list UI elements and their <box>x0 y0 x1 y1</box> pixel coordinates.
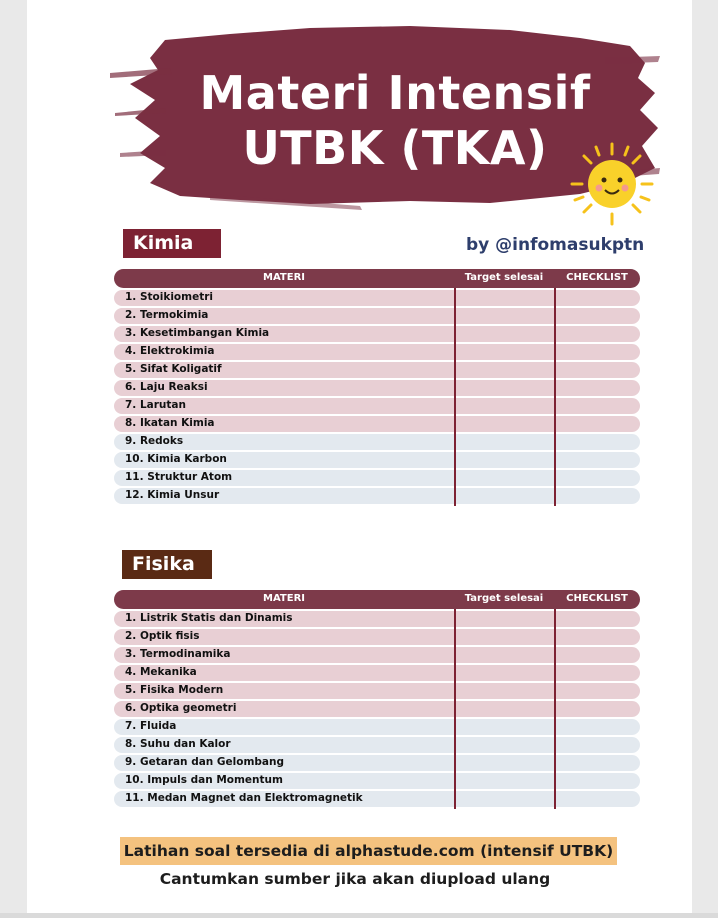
checklist-cell[interactable] <box>556 326 640 342</box>
checklist-cell[interactable] <box>556 629 640 645</box>
fisika-section-label: Fisika <box>122 550 212 579</box>
checklist-cell[interactable] <box>556 290 640 306</box>
checklist-cell[interactable] <box>556 308 640 324</box>
table-row <box>114 737 640 753</box>
byline: by @infomasukptn <box>466 235 645 255</box>
materi-cell: 7. Fluida <box>125 720 177 732</box>
target-cell[interactable] <box>456 755 552 771</box>
table-row <box>114 434 640 450</box>
materi-cell: 4. Elektrokimia <box>125 345 215 357</box>
column-divider <box>454 288 456 506</box>
checklist-cell[interactable] <box>556 398 640 414</box>
checklist-cell[interactable] <box>556 416 640 432</box>
kimia-table-header <box>114 269 640 288</box>
table-row <box>114 470 640 486</box>
materi-cell: 11. Struktur Atom <box>125 471 233 483</box>
materi-cell: 1. Listrik Statis dan Dinamis <box>125 612 293 624</box>
table-row <box>114 719 640 735</box>
table-row <box>114 326 640 342</box>
checklist-cell[interactable] <box>556 611 640 627</box>
column-header-materi: MATERI <box>263 593 305 604</box>
column-divider <box>554 609 556 809</box>
target-cell[interactable] <box>456 308 552 324</box>
checklist-cell[interactable] <box>556 791 640 807</box>
fisika-table <box>114 590 640 807</box>
table-row <box>114 665 640 681</box>
target-cell[interactable] <box>456 290 552 306</box>
column-divider <box>454 609 456 809</box>
target-cell[interactable] <box>456 719 552 735</box>
checklist-cell[interactable] <box>556 452 640 468</box>
column-header-materi: MATERI <box>263 272 305 283</box>
table-row <box>114 755 640 771</box>
target-cell[interactable] <box>456 683 552 699</box>
target-cell[interactable] <box>456 344 552 360</box>
table-row <box>114 773 640 789</box>
checklist-cell[interactable] <box>556 719 640 735</box>
table-row <box>114 398 640 414</box>
title-line-2: UTBK (TKA) <box>242 121 548 175</box>
target-cell[interactable] <box>456 380 552 396</box>
target-cell[interactable] <box>456 629 552 645</box>
target-cell[interactable] <box>456 470 552 486</box>
table-row <box>114 701 640 717</box>
materi-cell: 10. Kimia Karbon <box>125 453 227 465</box>
table-row <box>114 629 640 645</box>
materi-cell: 9. Getaran dan Gelombang <box>125 756 285 768</box>
target-cell[interactable] <box>456 665 552 681</box>
fisika-table-header <box>114 590 640 609</box>
materi-cell: 4. Mekanika <box>125 666 197 678</box>
checklist-cell[interactable] <box>556 737 640 753</box>
target-cell[interactable] <box>456 326 552 342</box>
checklist-cell[interactable] <box>556 683 640 699</box>
table-row <box>114 452 640 468</box>
page-bottom-edge <box>0 913 718 918</box>
target-cell[interactable] <box>456 737 552 753</box>
table-row <box>114 683 640 699</box>
target-cell[interactable] <box>456 362 552 378</box>
target-cell[interactable] <box>456 488 552 504</box>
target-cell[interactable] <box>456 773 552 789</box>
checklist-cell[interactable] <box>556 344 640 360</box>
materi-cell: 3. Termodinamika <box>125 648 231 660</box>
column-header-checklist: CHECKLIST <box>566 593 628 604</box>
kimia-section-label: Kimia <box>123 229 221 258</box>
materi-cell: 1. Stoikiometri <box>125 291 213 303</box>
column-header-target: Target selesai <box>464 272 544 283</box>
footer-highlight: Latihan soal tersedia di alphastude.com (intensif UTBK) <box>120 837 617 865</box>
smiling-sun-icon <box>568 140 656 228</box>
checklist-cell[interactable] <box>556 701 640 717</box>
table-row <box>114 791 640 807</box>
table-row <box>114 380 640 396</box>
column-header-target: Target selesai <box>464 593 544 604</box>
materi-cell: 8. Suhu dan Kalor <box>125 738 231 750</box>
materi-cell: 6. Laju Reaksi <box>125 381 208 393</box>
materi-cell: 5. Fisika Modern <box>125 684 224 696</box>
column-header-checklist: CHECKLIST <box>566 272 628 283</box>
checklist-cell[interactable] <box>556 773 640 789</box>
target-cell[interactable] <box>456 416 552 432</box>
target-cell[interactable] <box>456 398 552 414</box>
materi-cell: 8. Ikatan Kimia <box>125 417 215 429</box>
materi-cell: 12. Kimia Unsur <box>125 489 220 501</box>
checklist-cell[interactable] <box>556 665 640 681</box>
table-row <box>114 488 640 504</box>
checklist-cell[interactable] <box>556 380 640 396</box>
materi-cell: 6. Optika geometri <box>125 702 237 714</box>
materi-cell: 2. Termokimia <box>125 309 209 321</box>
checklist-cell[interactable] <box>556 647 640 663</box>
target-cell[interactable] <box>456 701 552 717</box>
target-cell[interactable] <box>456 434 552 450</box>
table-row <box>114 362 640 378</box>
materi-cell: 2. Optik fisis <box>125 630 200 642</box>
footer-note: Cantumkan sumber jika akan diupload ulang <box>159 870 551 888</box>
table-row <box>114 290 640 306</box>
materi-cell: 5. Sifat Koligatif <box>125 363 222 375</box>
materi-cell: 10. Impuls dan Momentum <box>125 774 283 786</box>
column-divider <box>554 288 556 506</box>
materi-cell: 3. Kesetimbangan Kimia <box>125 327 270 339</box>
table-row <box>114 611 640 627</box>
table-row <box>114 647 640 663</box>
checklist-cell[interactable] <box>556 434 640 450</box>
target-cell[interactable] <box>456 611 552 627</box>
materi-cell: 7. Larutan <box>125 399 186 411</box>
table-row <box>114 344 640 360</box>
table-row <box>114 416 640 432</box>
title-line-1: Materi Intensif <box>199 66 591 120</box>
checklist-cell[interactable] <box>556 755 640 771</box>
target-cell[interactable] <box>456 647 552 663</box>
kimia-table <box>114 269 640 504</box>
checklist-cell[interactable] <box>556 362 640 378</box>
materi-cell: 11. Medan Magnet dan Elektromagnetik <box>125 792 363 804</box>
target-cell[interactable] <box>456 791 552 807</box>
table-row <box>114 308 640 324</box>
materi-cell: 9. Redoks <box>125 435 184 447</box>
target-cell[interactable] <box>456 452 552 468</box>
checklist-cell[interactable] <box>556 470 640 486</box>
checklist-cell[interactable] <box>556 488 640 504</box>
